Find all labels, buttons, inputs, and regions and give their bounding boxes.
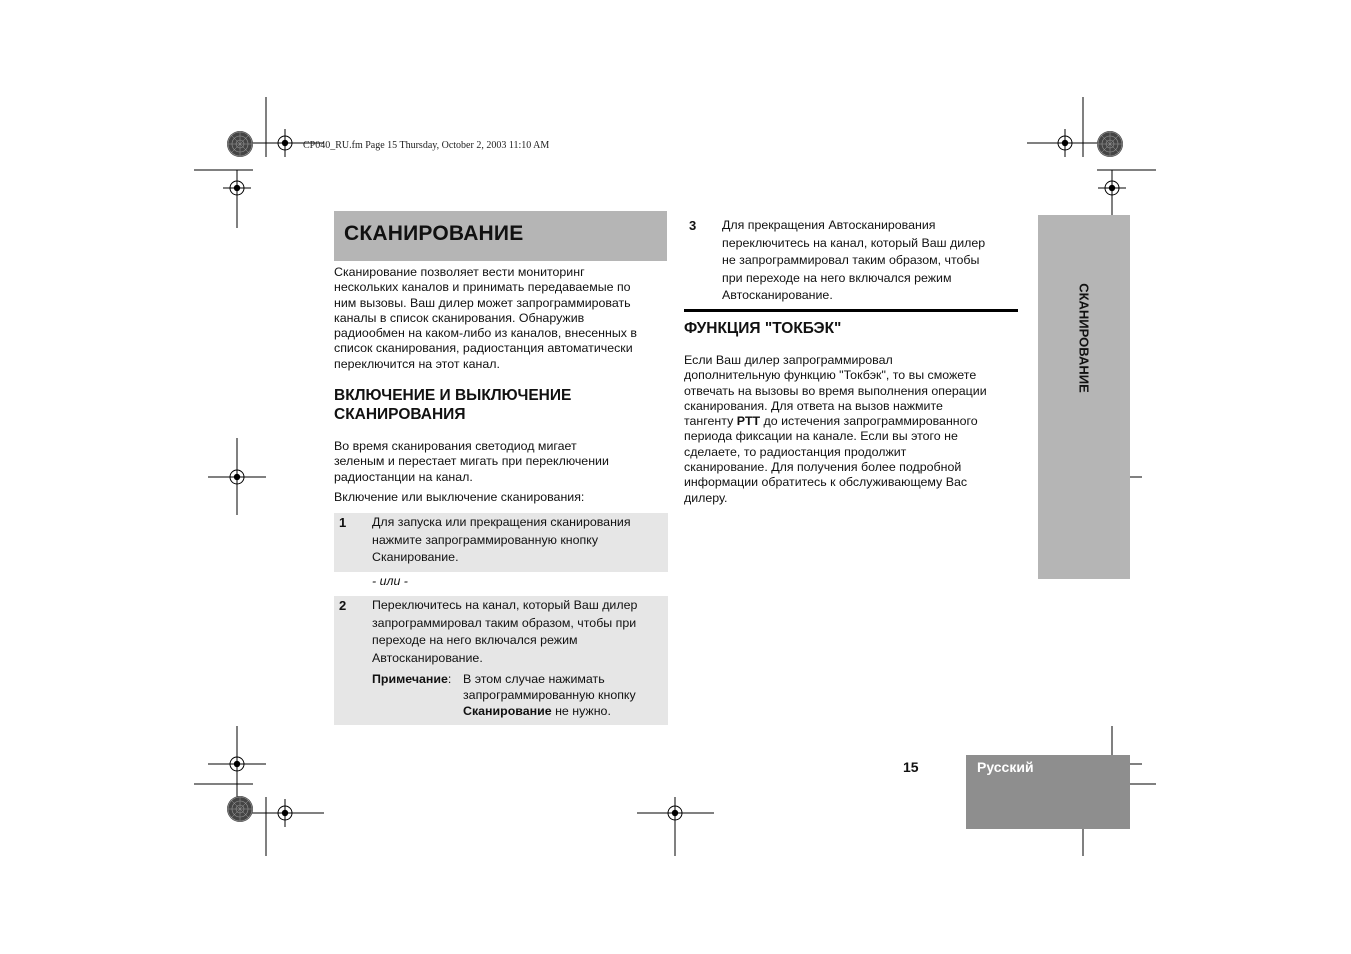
step-line: Для запуска или прекращения сканирования bbox=[372, 515, 631, 529]
note-text bbox=[463, 672, 668, 719]
intro-line: нескольких каналов и принимать передаваемые по bbox=[334, 280, 631, 295]
note-colon: : bbox=[447, 672, 452, 686]
intro-line: список сканирования, радиостанция автоматически bbox=[334, 341, 633, 356]
toggle-intro: Включение или выключение сканирования: bbox=[334, 490, 585, 504]
section-para-line: зеленым и перестает мигать при переключении bbox=[334, 454, 609, 469]
note-line: запрограммированную кнопку bbox=[463, 687, 636, 702]
step-1 bbox=[334, 513, 668, 572]
step-text bbox=[722, 217, 1018, 305]
section-para-line: радиостанции на канал. bbox=[334, 469, 473, 484]
step-number: 3 bbox=[689, 218, 697, 233]
step-text bbox=[372, 597, 666, 667]
section-para-line: Во время сканирования светодиод мигает bbox=[334, 439, 577, 453]
para-line: дополнительную функцию "Токбэк", то вы сможете bbox=[684, 368, 977, 383]
para-line: сканирование. Для получения более подробной bbox=[684, 460, 962, 475]
chapter-side-tab-label: СКАНИРОВАНИЕ bbox=[1076, 283, 1092, 393]
note-tail: не нужно. bbox=[551, 703, 611, 718]
step-line: не запрограммировал таким образом, чтобы bbox=[722, 253, 980, 267]
intro-line: каналы в список сканирования. Обнаружив bbox=[334, 310, 585, 325]
para-line: Если Ваш дилер запрограммировал bbox=[684, 353, 893, 367]
step-3 bbox=[684, 216, 1018, 306]
para-line: сделаете, то радиостанция продолжит bbox=[684, 444, 907, 459]
note-bold-term: Сканирование bbox=[463, 703, 552, 718]
ptt-suffix: до истечения запрограммированного bbox=[760, 414, 978, 429]
page-title-bar bbox=[334, 211, 667, 261]
step-line: Сканирование. bbox=[372, 550, 459, 564]
note-line: В этом случае нажимать bbox=[463, 672, 605, 686]
language-tab bbox=[966, 755, 1130, 829]
ptt-prefix: тангенту bbox=[684, 414, 737, 429]
section-heading-line: СКАНИРОВАНИЯ bbox=[334, 406, 466, 423]
intro-paragraph bbox=[334, 265, 674, 372]
section-divider bbox=[684, 309, 1018, 312]
para-line: периода фиксации на канале. Если вы этого не bbox=[684, 429, 958, 444]
talkback-paragraph bbox=[684, 353, 1024, 506]
para-line: информации обратитесь к обслуживающему Вас bbox=[684, 475, 968, 490]
para-line bbox=[684, 414, 1024, 429]
or-separator: - или - bbox=[372, 574, 408, 588]
step-text bbox=[372, 514, 666, 567]
page-number: 15 bbox=[903, 759, 919, 775]
step-line: Для прекращения Автосканирования bbox=[722, 218, 936, 232]
para-line: отвечать на вызовы во время выполнения операции bbox=[684, 383, 987, 398]
intro-line: Сканирование позволяет вести мониторинг bbox=[334, 265, 585, 279]
intro-line: переключится на этот канал. bbox=[334, 356, 500, 371]
step-line: Автосканирование. bbox=[722, 288, 833, 302]
step-2 bbox=[334, 596, 668, 725]
note-block bbox=[372, 672, 451, 688]
language-label: Русский bbox=[977, 759, 1034, 775]
page-title: СКАНИРОВАНИЕ bbox=[344, 222, 524, 245]
step-line: при переходе на него включался режим bbox=[722, 270, 952, 285]
intro-line: ним вызовы. Ваш дилер может запрограммировать bbox=[334, 295, 631, 310]
note-line bbox=[463, 704, 668, 720]
step-number: 2 bbox=[339, 598, 347, 613]
intro-line: радиообмен на каком-либо из каналов, внесенных в bbox=[334, 326, 637, 341]
step-line: Автосканирование. bbox=[372, 650, 483, 665]
ptt-term: PTT bbox=[736, 414, 761, 429]
step-line: нажмите запрограммированную кнопку bbox=[372, 532, 599, 547]
chapter-side-tab bbox=[1038, 215, 1130, 579]
para-line: сканирования. Для ответа на вызов нажмите bbox=[684, 398, 943, 413]
note-label: Примечание bbox=[372, 672, 448, 686]
section-paragraph bbox=[334, 439, 674, 485]
para-line: дилеру. bbox=[684, 490, 728, 505]
step-line: переключитесь на канал, который Ваш дилер bbox=[722, 235, 986, 250]
step-line: Переключитесь на канал, который Ваш дилер bbox=[372, 598, 638, 612]
talkback-heading: ФУНКЦИЯ "ТОКБЭК" bbox=[684, 320, 842, 337]
step-line: переходе на него включался режим bbox=[372, 633, 578, 647]
step-line: запрограммировал таким образом, чтобы при bbox=[372, 615, 637, 630]
step-number: 1 bbox=[339, 515, 347, 530]
file-info-header: CP040_RU.fm Page 15 Thursday, October 2, 2003 11:10 AM bbox=[303, 140, 550, 151]
section-heading bbox=[334, 386, 674, 424]
section-heading-line: ВКЛЮЧЕНИЕ И ВЫКЛЮЧЕНИЕ bbox=[334, 387, 572, 404]
